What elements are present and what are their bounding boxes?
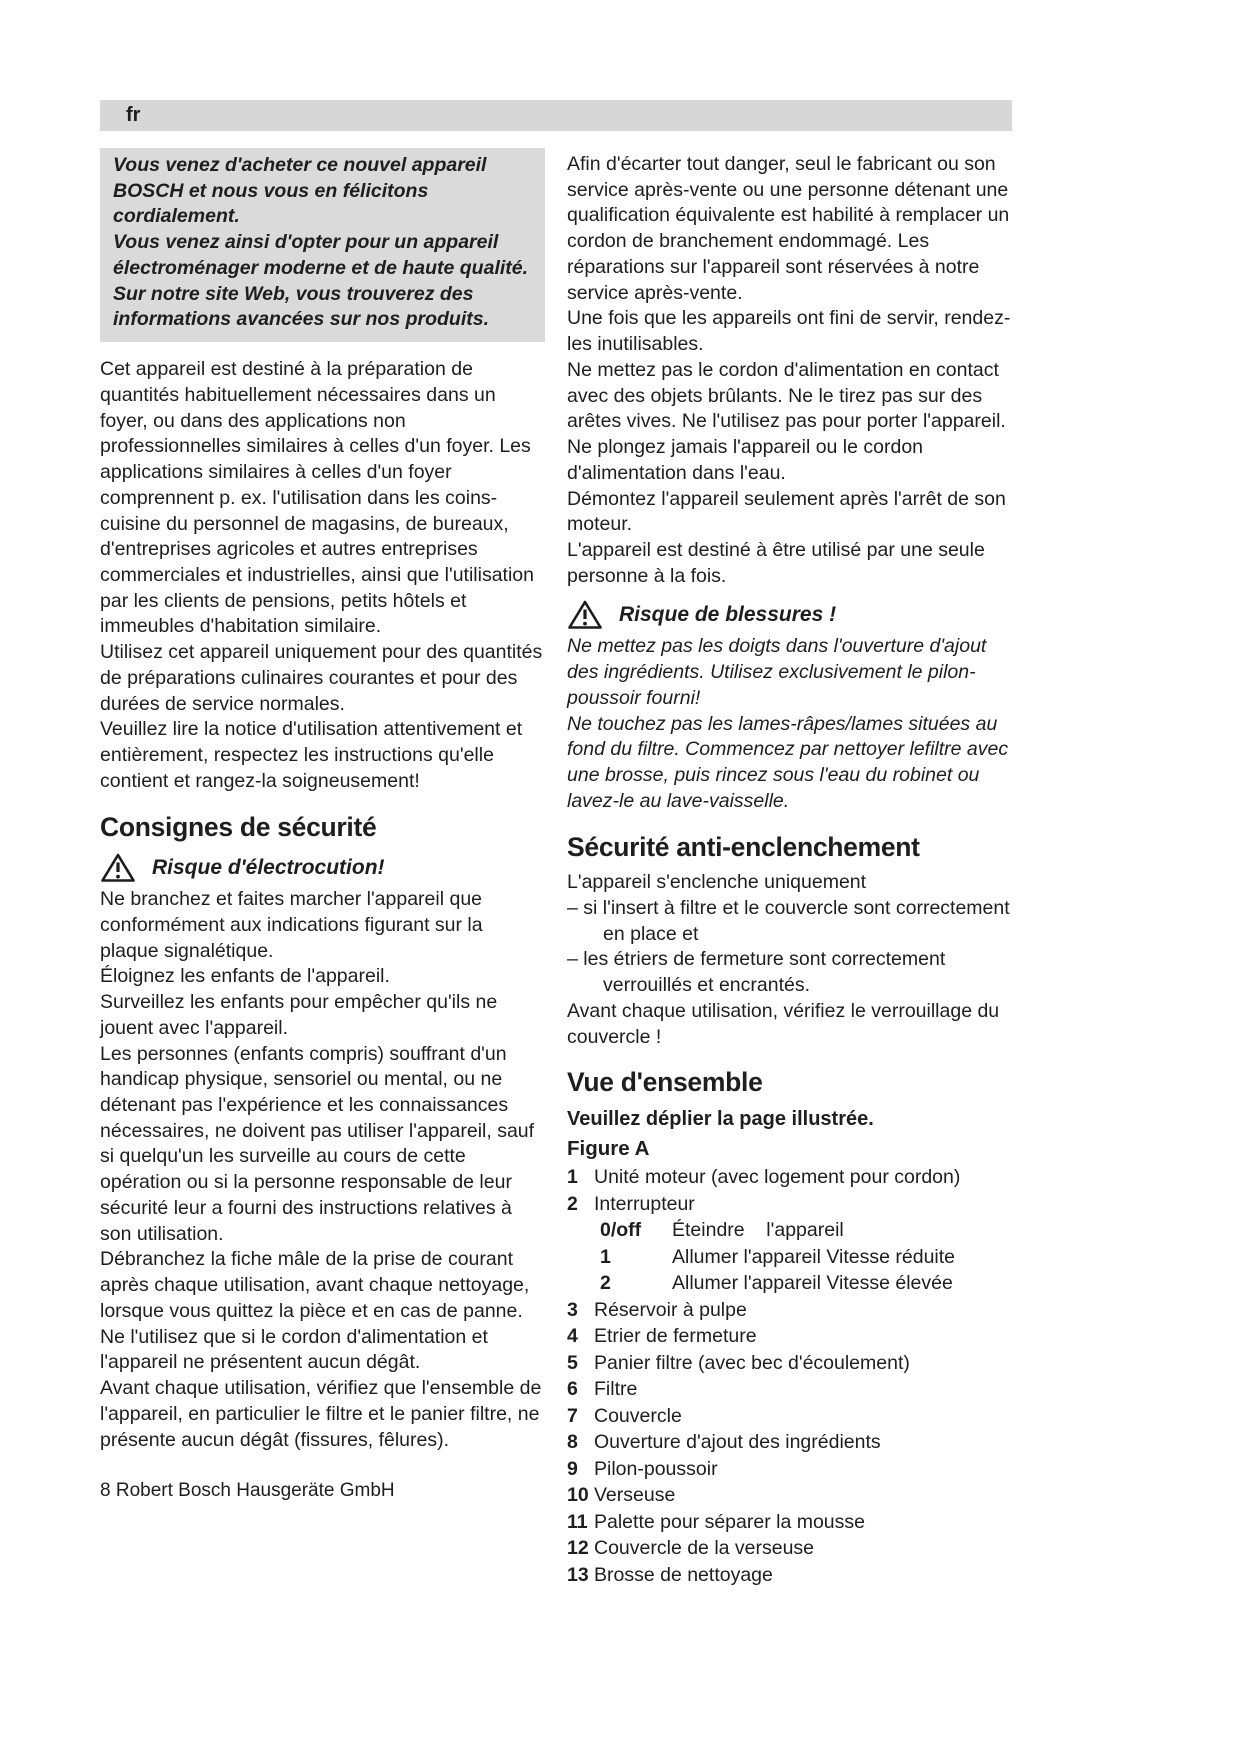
body-paragraph: Éloignez les enfants de l'appareil. [100,965,390,988]
body-paragraph: Ne touchez pas les lames-râpes/lames situées au fond du filtre. Commencez par nettoyer lefiltre avec une brosse, puis rincez sous l'eau du robinet ou lavez-le au lave-vaisselle. [567,712,1009,812]
safety-paragraphs [100,887,545,1453]
intro-highlight-box [100,148,545,342]
interlock-intro: L'appareil s'enclenche uniquement [567,871,867,894]
part-number: 7 [567,1404,578,1427]
figure-label: Figure A [567,1137,650,1161]
injury-paragraphs [567,634,1012,814]
content-columns [100,148,1012,1588]
body-paragraph: L'appareil est destiné à être utilisé par une seule personne à la fois. [567,539,985,587]
part-label: Ouverture d'ajout des ingrédients [594,1431,881,1454]
parts-list-item [567,1297,1012,1324]
parts-list-item [567,1456,1012,1483]
parts-list-item [567,1323,1012,1350]
part-number: 8 [567,1431,578,1454]
intro-paragraph: Vous venez d'acheter ce nouvel appareil BOSCH et nous vous en félicitons cordialement. [113,154,487,228]
body-paragraph: Ne mettez pas le cordon d'alimentation en contact avec des objets brûlants. Ne le tirez pas sur des arêtes vives. Ne l'utilisez pas pour porter l'appareil. Ne plongez jamais l'appareil ou le cordon d'alimentation dans l'eau. [567,358,1006,484]
switch-setting-row [567,1217,1012,1244]
body-paragraph: Avant chaque utilisation, vérifiez que l'ensemble de l'appareil, en particulier le filtre et le panier filtre, ne présente aucun dégât (fissures, fêlures). [100,1377,542,1451]
repair-paragraphs [567,152,1012,589]
body-paragraph: Cet appareil est destiné à la préparation de quantités habituellement nécessaires dans un foyer, ou dans des applications non professionnelles similaires à celles d'un foyer. Les applications similaires à celles d'un foyer comprennent p. ex. l'utilisation dans les coins-cuisine du personnel de magasins, de bureaux, d'entreprises agricoles et autres entreprises commerciales et industrielles, ainsi que l'utilisation par les clients de pensions, petits hôtels et immeubles d'habitation similaire. [100,358,534,638]
part-label: Panier filtre (avec bec d'écoulement) [594,1351,910,1374]
parts-list-item [567,1429,1012,1456]
warning-triangle-icon [100,852,136,883]
part-number: 9 [567,1457,578,1480]
part-label: Réservoir à pulpe [594,1298,747,1321]
section-heading-anti-enclenchement: Sécurité anti-enclenchement [567,831,920,862]
part-number: 11 [567,1510,588,1533]
part-number: 13 [567,1563,589,1586]
switch-setting-row [567,1244,1012,1271]
switch-description: Allumer l'appareil Vitesse réduite [672,1245,956,1268]
part-number: 5 [567,1351,578,1374]
usage-paragraphs [100,357,545,794]
warning-triangle-icon [567,599,603,630]
interlock-condition: – les étriers de fermeture sont correctement verrouillés et encrantés. [567,948,946,997]
switch-position: 2 [600,1272,611,1295]
part-number: 6 [567,1378,578,1401]
body-paragraph: Surveillez les enfants pour empêcher qu'ils ne jouent avec l'appareil. [100,991,498,1039]
part-label: Pilon-poussoir [594,1457,718,1480]
switch-description: Allumer l'appareil Vitesse élevée [672,1272,953,1295]
section-heading-consignes-securite: Consignes de sécurité [100,811,377,842]
body-paragraph: Veuillez lire la notice d'utilisation attentivement et entièrement, respectez les instructions qu'elle contient et rangez-la soigneusement! [100,718,523,792]
body-paragraph: Afin d'écarter tout danger, seul le fabricant ou son service après-vente ou une personne détenant une qualification équivalente est habilité à remplacer un cordon de branchement endommagé. Les réparations sur l'appareil sont réservées à notre service après-vente. [567,153,1010,304]
body-paragraph: Démontez l'appareil seulement après l'arrêt de son moteur. [567,487,1006,536]
part-number: 1 [567,1166,578,1189]
warning-title: Risque d'électrocution! [152,855,385,879]
right-column [567,148,1012,1588]
part-number: 4 [567,1325,578,1348]
body-paragraph: Débranchez la fiche mâle de la prise de courant après chaque utilisation, avant chaque nettoyage, lorsque vous quittez la pièce et en cas de panne. [100,1248,530,1322]
warning-injury [567,599,1012,630]
language-header-bar [100,100,1012,131]
switch-position: 0/off [600,1219,642,1242]
parts-list-item [567,1164,1012,1191]
part-label: Couvercle [594,1404,682,1427]
switch-position: 1 [600,1245,611,1268]
interlock-conditions [567,896,1012,999]
part-label: Filtre [594,1378,638,1401]
parts-list-item [567,1482,1012,1509]
body-paragraph: Ne mettez pas les doigts dans l'ouverture d'ajout des ingrédients. Utilisez exclusivement le pilon-poussoir fourni! [567,635,987,709]
intro-paragraph: Vous venez ainsi d'opter pour un appareil électroménager moderne et de haute qualité. Sur notre site Web, vous trouverez des informations avancées sur nos produits. [113,231,529,331]
parts-list-item [567,1350,1012,1377]
warning-title: Risque de blessures ! [619,603,837,627]
part-label: Couvercle de la verseuse [594,1537,815,1560]
parts-list-item [567,1535,1012,1562]
switch-description: Éteindre l'appareil [672,1219,844,1242]
body-paragraph: Les personnes (enfants compris) souffrant d'un handicap physique, sensoriel ou mental, ou ne détenant pas l'expérience et les connaissances nécessaires, ne doivent pas utiliser l'appareil, sauf si quelqu'un les surveille au cours de cette opération ou si la personne responsable de leur sécurité leur a fourni des instructions relatives à son utilisation. [100,1042,535,1245]
body-paragraph: Utilisez cet appareil uniquement pour des quantités de préparations culinaires courantes et pour des durées de service normales. [100,641,543,715]
warning-electrocution [100,852,545,883]
page-footer: 8 Robert Bosch Hausgeräte GmbH [100,1480,395,1501]
parts-list-item [567,1191,1012,1218]
part-label: Palette pour séparer la mousse [594,1510,865,1533]
part-label: Unité moteur (avec logement pour cordon) [594,1166,961,1189]
body-paragraph: Ne l'utilisez que si le cordon d'alimentation et l'appareil ne présentent aucun dégât. [100,1325,488,1374]
section-heading-vue-ensemble: Vue d'ensemble [567,1067,763,1098]
parts-list-item [567,1562,1012,1589]
left-column [100,148,545,1453]
switch-setting-row [567,1270,1012,1297]
body-paragraph: Une fois que les appareils ont fini de servir, rendez-les inutilisables. [567,307,1011,356]
interlock-note: Avant chaque utilisation, vérifiez le verrouillage du couvercle ! [567,999,1000,1048]
parts-list-item [567,1376,1012,1403]
part-number: 3 [567,1298,578,1321]
part-number: 12 [567,1537,589,1560]
part-label: Brosse de nettoyage [594,1563,773,1586]
interlock-condition: – si l'insert à filtre et le couvercle sont correctement en place et [567,896,1010,945]
part-number: 10 [567,1484,589,1507]
parts-list-item [567,1403,1012,1430]
overview-note: Veuillez déplier la page illustrée. [567,1107,874,1130]
part-number: 2 [567,1192,578,1215]
part-label: Verseuse [594,1484,676,1507]
part-label: Interrupteur [594,1192,695,1215]
language-tab: fr [126,104,141,127]
part-label: Etrier de fermeture [594,1325,757,1348]
parts-list-item [567,1509,1012,1536]
body-paragraph: Ne branchez et faites marcher l'appareil que conformément aux indications figurant sur la plaque signalétique. [100,888,483,962]
parts-list [567,1164,1012,1588]
